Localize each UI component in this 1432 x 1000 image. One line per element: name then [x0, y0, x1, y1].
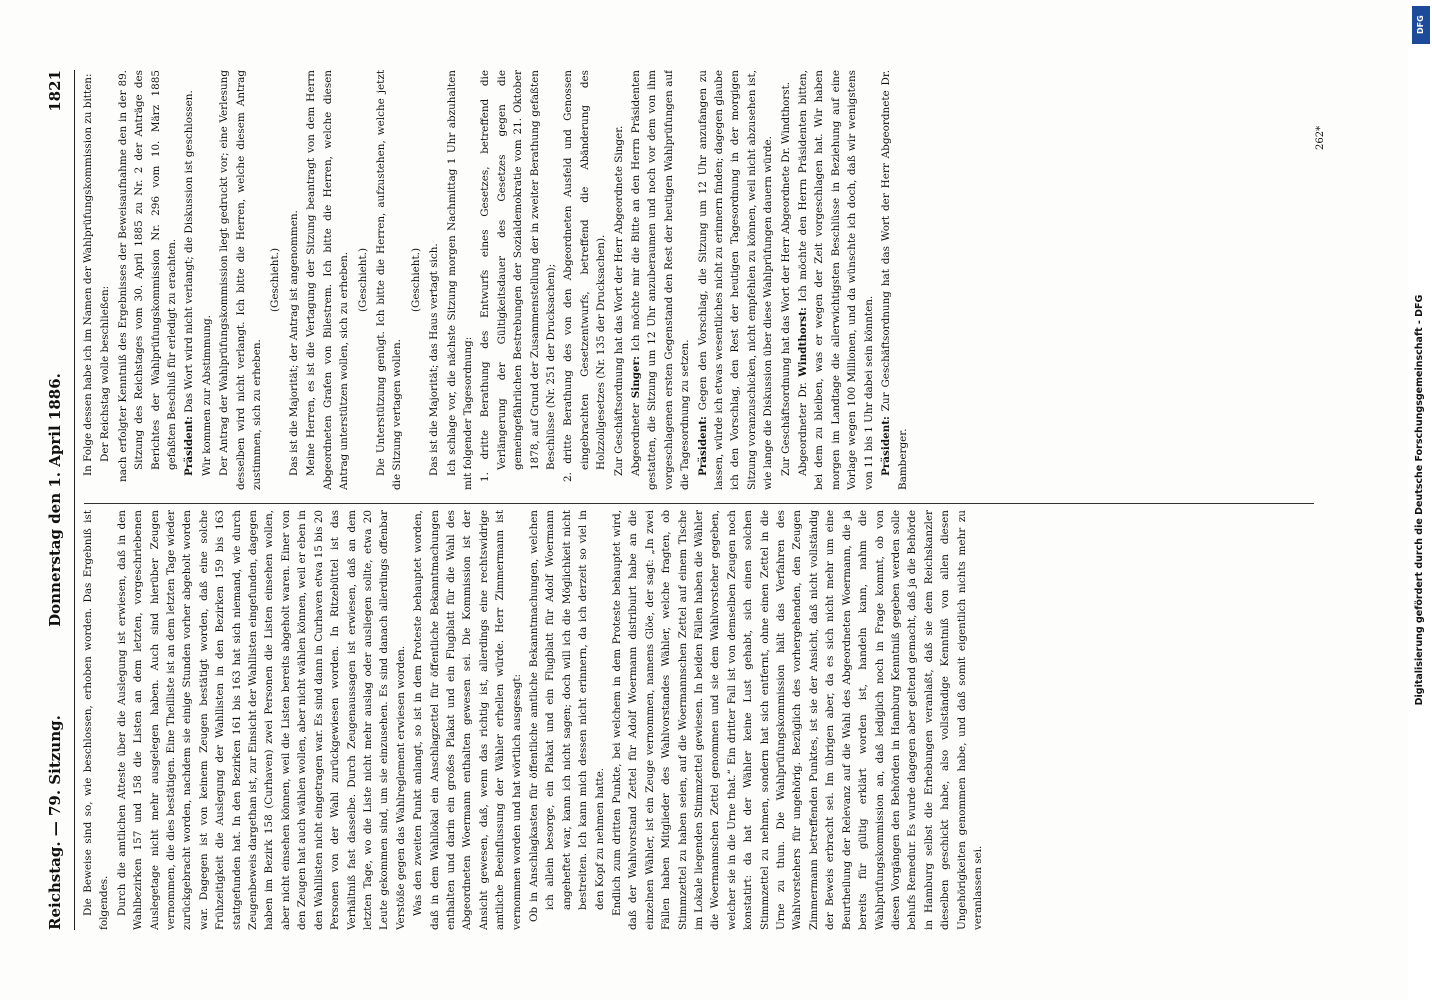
speaker-name: Präsident: — [183, 416, 196, 476]
paragraph: Die Unterstützung genügt. Ich bitte die Herren, aufzustehen, welche jetzt die Sitzung vertagen wollen. — [374, 70, 404, 490]
header-left: Reichstag. — 79. Sitzung. — [46, 715, 64, 930]
paragraph: Abgeordneter Singer: Ich möchte mir die Bitte an den Herrn Präsidenten gestatten, die Sitzung um 12 Uhr anzuberaumen und noch vor dem von ihm vorgeschlagenen ersten Gegenstand den Rest der heutigen Wahlprüfungen auf die Tagesordnung zu setzen. — [630, 70, 692, 490]
paragraph: Was den zweiten Punkt anlangt, so ist in dem Proteste behauptet worden, daß in dem Wahllokal ein Anschlagzettel für öffentliche Bekanntmachungen enthalten und darin ein großes Plakat und ein Flugblatt für die Wahl des Abgeordneten Woermann enthalten gewesen sei. Die Kommission ist der Ansicht gewesen, daß, wenn das richtig ist, allerdings eine rechtswidrige amtliche Beeinflussung der Wähler erhellen würde. Herr Zimmermann ist vernommen worden und hat wörtlich ausgesagt: — [412, 510, 523, 930]
paragraph: (Geschieht.) — [356, 247, 369, 313]
paragraph: In Folge dessen habe ich im Namen der Wahlprüfungskommission zu bitten: — [82, 73, 94, 476]
paragraph: Präsident: Zur Geschäftsordnung hat das Wort der Herr Abgeordnete Dr. Bamberger. — [880, 70, 909, 490]
right-column — [80, 70, 1400, 490]
paragraph: Ob in Anschlagkasten für öffentliche amtliche Bekanntmachungen, welchen ich allein besorge, ein Plakat und ein Flugblatt für Adolf Woermann angeheftet war, kann ich nicht sagen; doch will ich die Möglichkeit nicht bestreiten. Ich kann mich dessen nicht erinnern, da ich derzeit so viel in den Kopf zu nehmen hatte. — [527, 510, 606, 922]
speaker-name: Präsident: — [696, 416, 709, 476]
paragraph: Ich schlage vor, die nächste Sitzung morgen Nachmittag 1 Uhr abzuhalten mit folgender Tagesordnung: — [445, 70, 474, 490]
speaker-name: Singer: — [630, 356, 642, 399]
header-date: Donnerstag den 1. April 1886. — [46, 373, 64, 627]
paragraph: Zur Geschäftsordnung hat das Wort der Herr Abgeordnete Singer. — [612, 125, 625, 476]
paragraph: Der Antrag der Wahlprüfungskommission liegt gedruckt vor; eine Verlesung desselben wird nicht verlangt. Ich bitte die Herren, welche diesem Antrag zustimmen, sich zu erheben. — [218, 70, 264, 490]
speaker-name: Präsident: — [880, 416, 893, 476]
paragraph: 1. dritte Berathung des Entwurfs eines Gesetzes, betreffend die Verlängerung der Gültigkeitsdauer des Gesetzes gegen die gemeingefährlichen Bestrebungen der Sozialdemokratie vom 21. Oktober 1878, auf Grund der Zusammenstellung der in zweiter Berathung gefaßten Beschlüsse (Nr. 251 der Drucksachen); — [479, 70, 557, 482]
paragraph: Wir kommen zur Abstimmung. — [200, 315, 213, 476]
paragraph: Das ist die Majorität; der Antrag ist angenommen. — [287, 210, 300, 476]
paragraph: Der Reichstag wolle beschließen: — [99, 285, 112, 462]
page-header — [40, 70, 75, 930]
paragraph: Das ist die Majorität; das Haus vertagt sich. — [428, 243, 441, 476]
paragraph: Zur Geschäftsordnung hat das Wort der Herr Abgeordnete Dr. Windthorst. — [779, 81, 792, 476]
paragraph: Abgeordneter Dr. Windthorst: Ich möchte den Herrn Präsidenten bitten, bei dem zu bleiben, was er wegen der Zeit vorgeschlagen hat. Wir haben morgen im Landtage die allerwichtigsten Beschlüsse in Beziehung auf eine Vorlage wegen 100 Millionen, und da wünschte ich doch, daß wir wenigstens von 11 bis 1 Uhr dabei sein könnten. — [797, 70, 875, 490]
signature-mark: 262* — [1315, 125, 1326, 150]
paragraph: Präsident: Das Wort wird nicht verlangt; die Diskussion ist geschlossen. — [183, 90, 196, 476]
paragraph: Endlich zum dritten Punkte, bei welchem in dem Proteste behauptet wird, daß der Wahlvorstand Zettel für Adolf Woermann distribuirt habe an die einzelnen Wähler, ist ein Zeuge vernommen, namens Glöe, der sagt: „In zwei Fällen haben Mitglieder des Wahlvorstandes Wähler, welche fragten, ob Stimmzettel zu haben seien, auf die Woermannschen Zettel auf einem Tische im Lokale liegenden Stimmzettel gewiesen. In beiden Fällen haben die Wähler die Woermannschen Zettel genommen und sie dem Wahlvorsteher gegeben, welcher sie in die Urne that.“ Ein dritter Fall ist von demselben Zeugen noch konstatirt: da hat der Wähler keine Lust gehabt, sich einen solchen Stimmzettel zu nehmen, sondern hat sich entfernt, ohne einen Zettel in die Urne zu thun. Die Wahlprüfungskommission hält das Verfahren des Wahlvorstehers für ungehörig. Bezüglich des vorhergehenden, den Zeugen Zimmermann betreffenden Punktes, ist sie der Ansicht, daß nicht vollständig der Beweis erbracht sei. Im übrigen aber, da es sich nicht mehr um eine Beurtheilung der Relevanz auf die Wahl des Abgeordneten Woermann, die ja bereits für gültig erklärt worden ist, handeln kann, nahm die Wahlprüfungskommission an, daß lediglich noch in Frage kommt, ob von diesen Vorgängen den Behörden in Hamburg Kenntniß gegeben werden solle behufs Remedur. Es wurde dagegen aber geltend gemacht, daß ja die Behörde in Hamburg selbst die Erhebungen veranlaßt, daß sie dem Reichskanzler dieselben geschickt habe, also vollständige Kenntniß von allen diesen Ungehörigkeiten genommen habe, und daß somit eigentlich nichts mehr zu veranlassen sei. — [611, 510, 984, 930]
paragraph: (Geschieht.) — [269, 247, 282, 313]
paragraph: nach erfolgter Kenntniß des Ergebnisses der Beweisaufnahme den in der 89. Sitzung des Reichstages vom 30. April 1885 zu Nr. 2 der Anträge des Berichtes der Wahlprüfungskommission Nr. 296 vom 10. März 1885 gefaßten Beschluß für erledigt zu erachten. — [116, 70, 179, 482]
digitization-credit — [1408, 0, 1432, 1000]
left-column — [80, 510, 1400, 930]
paragraph: Durch die amtlichen Atteste über die Auslegung ist erwiesen, daß in den Wahlbezirken 157 und 158 die Listen an dem letzten, vorgeschriebenen Auslegetage nicht mehr ausgelegen haben. Auch sind hierüber Zeugen vernommen, die dies bestätigen. Eine Theilliste ist an dem letzten Tage wieder zurückgebracht worden, nachdem sie einige Stunden vorher abgeholt worden war. Dagegen ist von keinem Zeugen bestätigt worden, daß eine solche Frühzeitigkeit die Auslegung der Wahllisten in den Bezirken 159 bis 163 stattgefunden hat. In den Bezirken 161 bis 163 hat sich niemand, wie durch Zeugenbeweis dargethan ist, zur Einsicht der Wahllisten eingefunden, dagegen haben im Bezirk 158 (Curhaven) zwei Personen die Listen einsehen wollen, aber nicht einsehen können, weil die Listen bereits abgeholt waren. Einer von den Zeugen hat auch wählen wollen, aber nicht wählen können, weil er eben in den Wahllisten nicht eingetragen war. Es sind dann in Curhaven etwa 15 bis 20 Personen von der Wahl zurückgewiesen worden. In Ritzebüttel ist das Verhältniß fast dasselbe. Durch Zeugenaussagen ist erwiesen, daß an dem letzten Tage, wo die Liste nicht mehr auslag oder ausliegen sollte, etwa 20 Leute gekommen sind, um sie einzusehen. Es sind danach allerdings offenbar Verstöße gegen das Wahlreglement erwiesen worden. — [115, 510, 407, 930]
speaker-name: Windthorst: — [797, 307, 810, 377]
paragraph: Die Beweise sind so, wie beschlossen, erhoben worden. Das Ergebniß ist folgendes. — [82, 510, 111, 930]
paragraph: (Geschieht.) — [409, 247, 422, 313]
dfg-logo-badge: DFG — [1412, 6, 1430, 44]
paragraph: Meine Herren, es ist die Vertagung der Sitzung beantragt von dem Herrn Abgeordneten Grafen von Bilestrem. Ich bitte die Herren, welche diesen Antrag unterstützen wollen, sich zu erheben. — [305, 70, 351, 490]
digitization-credit-text: Digitalisierung gefördert durch die Deutsche Forschungsgemeinschaft - DFG — [1414, 294, 1425, 706]
paragraph: Präsident: Gegen den Vorschlag, die Sitzung um 12 Uhr anzufangen zu lassen, würde ich etwas wesentliches nicht zu erinnern finden; dagegen glaube ich den Vorschlag, den Rest der heutigen Tagesordnung in der morgigen Sitzung voranzuschicken, nicht empfehlen zu können, weil nicht abzusehen ist, wie lange die Diskussion über diese Wahlprüfungen dauern würde. — [696, 70, 775, 490]
paragraph: 2. dritte Berathung des von den Abgeordneten Ausfeld und Genossen eingebrachten Gesetzentwurfs, betreffend die Abänderung des Holzzollgesetzes (Nr. 135 der Drucksachen). — [562, 70, 608, 482]
column-divider — [84, 503, 1314, 504]
page-number: 1821 — [46, 70, 64, 112]
